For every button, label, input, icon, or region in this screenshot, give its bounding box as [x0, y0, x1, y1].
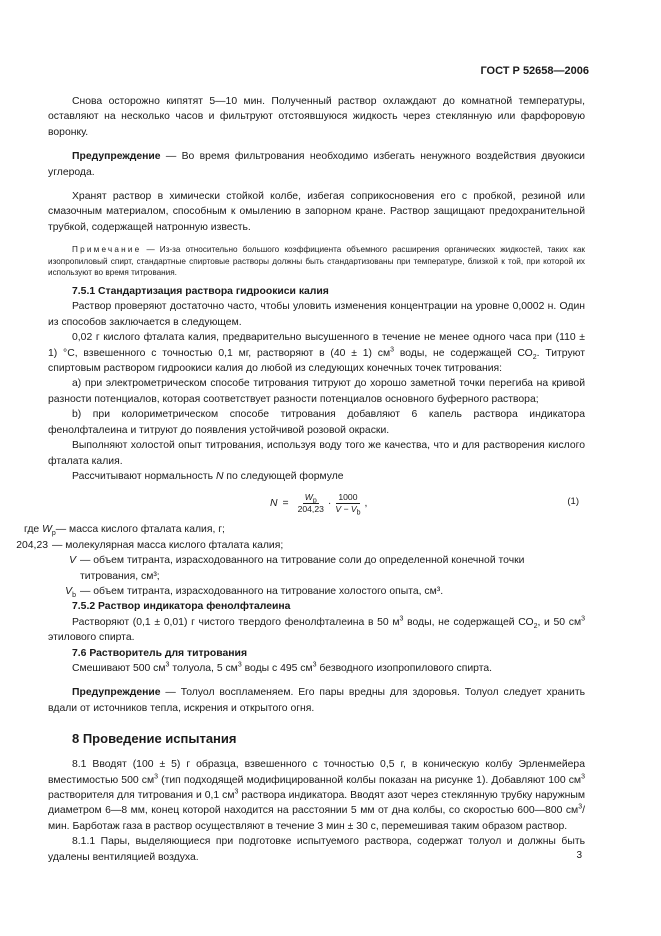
formula-definitions	[16, 522, 585, 600]
definition-vb: $V_b$ — объем титранта, израсходованного на титрование холостого опыта, см³.	[65, 585, 444, 600]
formula-comma: ,	[364, 498, 368, 510]
formula-dot: ·	[327, 498, 332, 510]
section-7-6-title: 7.6 Растворитель для титрования	[72, 647, 248, 659]
paragraph-solvent: Смешивают 500 $см^3$ толуола, 5 $см^3$ воды с 495 $см^3$ безводного изопропилового спирта.	[72, 661, 493, 674]
note-text: — Из-за относительно большого коэффициента объемного расширения органических жидкостей, таких как изопропиловый спирт, стандартные спиртовые растворы должны быть стандартизованы при температуре, близкой к той, при которой их используют во время титрования.	[48, 245, 585, 278]
formula-equals: =	[282, 498, 289, 510]
warning-text: — Во время фильтрования необходимо избегать ненужного воздействия двуокиси углерода.	[48, 151, 585, 178]
paragraph-calc: Рассчитывают нормальность N по следующей формуле	[72, 470, 344, 482]
warning-label: Предупреждение	[72, 151, 161, 163]
page-number: 3	[576, 850, 582, 861]
paragraph-blank-test: Выполняют холостой опыт титрования, используя воду того же качества, что и для растворения кислого фталата калия.	[48, 440, 585, 467]
formula-1	[48, 486, 585, 518]
fraction-2: $\frac{1000}{V - V_b}$	[335, 492, 361, 518]
paragraph-boiling: Снова осторожно кипятят 5—10 мин. Полученный раствор охлаждают до комнатной температуры, оставляют на несколько часов и фильтруют отстоявшуюся жидкость через стеклянную или фарфоровую воронку.	[48, 96, 585, 138]
note-label: Примечание	[72, 245, 142, 255]
formula-number: (1)	[567, 496, 579, 508]
definition-v: V — объем титранта, израсходованного на титрование соли до определенной конечной точки титрования, см³;	[69, 555, 525, 582]
definition-molar-mass: 204,23 — молекулярная масса кислого фталата калия;	[16, 539, 284, 551]
warning-filtration	[48, 149, 585, 180]
warning-text: — Толуол воспламеняем. Его пары вредны для здоровья. Толуол следует хранить вдали от источников тепла, искрения и открытого огня.	[48, 687, 585, 714]
paragraph-storage: Хранят раствор в химически стойкой колбе, избегая соприкосновения его с пробкой, резиной или смазочным материалом, способным к омылению в запорном кране. Раствор защищают предохранительной трубкой, содержащей натронную известь.	[48, 191, 585, 233]
definition-wp: где $W_p$ — масса кислого фталата калия, г;	[24, 524, 225, 538]
warning-toluene	[48, 685, 585, 716]
document-body	[16, 94, 586, 865]
fraction-1: $\frac{W_p}{204,23}$	[297, 492, 324, 515]
warning-label: Предупреждение	[72, 687, 161, 699]
note	[48, 244, 585, 279]
formula-lhs: N	[270, 498, 278, 510]
paragraph-check: Раствор проверяют достаточно часто, чтобы уловить изменения концентрации на уровне 0,0002 н. Один из способов заключается в следующем.	[48, 301, 585, 328]
section-7-5-1-title: 7.5.1 Стандартизация раствора гидроокиси калия	[72, 286, 329, 298]
paragraph-8-1: 8.1 Вводят (100 ± 5) г образца, взвешенного с точностью 0,5 г, в коническую колбу Эрленмейера вместимостью 500 $см^3$ (тип подходящей модифицированной колбы показан на рисунке 1). Добавляют 100 $см^3$ растворителя для титрования и 0,1 $см^3$ раствора индикатора. Вводят азот через стеклянную трубку наружным диаметром 6—8 мм, конец которой находится на расстоянии 5 мм от дна колбы, со скоростью 600—800 $см^3/$ мин. Барботаж газа в раствор осуществляют в течение 3 мин ± 30 с, перемешивая таким образом раствор.	[48, 759, 585, 832]
paragraph-phenolphthalein: Растворяют (0,1 ± 0,01) г чистого твердого фенолфталеина в 50 $м^3$ воды, не содержащей $СО_2$, и 50 $см^3$ этилового спирта.	[48, 615, 586, 644]
section-7-5-2-title: 7.5.2 Раствор индикатора фенолфталеина	[72, 601, 291, 613]
document-id: ГОСТ Р 52658—2006	[480, 65, 589, 77]
paragraph-8-1-1: 8.1.1 Пары, выделяющиеся при подготовке испытуемого раствора, содержат толуол и должны быть удалены вентиляцией воздуха.	[48, 836, 585, 863]
paragraph-phthalate: 0,02 г кислого фталата калия, предварительно высушенного в течение не менее одного часа при (110 ± 1) °С, взвешенного с точностью 0,1 мг, растворяют в (40 ± 1) $см^3$ воды, не содержащей $СО_2$. Титруют спиртовым раствором гидроокиси калия до любой из следующих конечных точек титрования:	[48, 332, 585, 375]
list-item-b: b) при колориметрическом способе титрования добавляют 6 капель раствора индикатора фенолфталеина и титруют до появления устойчивой розовой окраски.	[48, 409, 585, 436]
section-8-title: 8 Проведение испытания	[72, 731, 237, 747]
list-item-a: а) при электрометрическом способе титрования титруют до хорошо заметной точки перегиба на кривой разности потенциалов, которая соответствует разности потенциалов основного буферного раствора;	[48, 378, 585, 405]
